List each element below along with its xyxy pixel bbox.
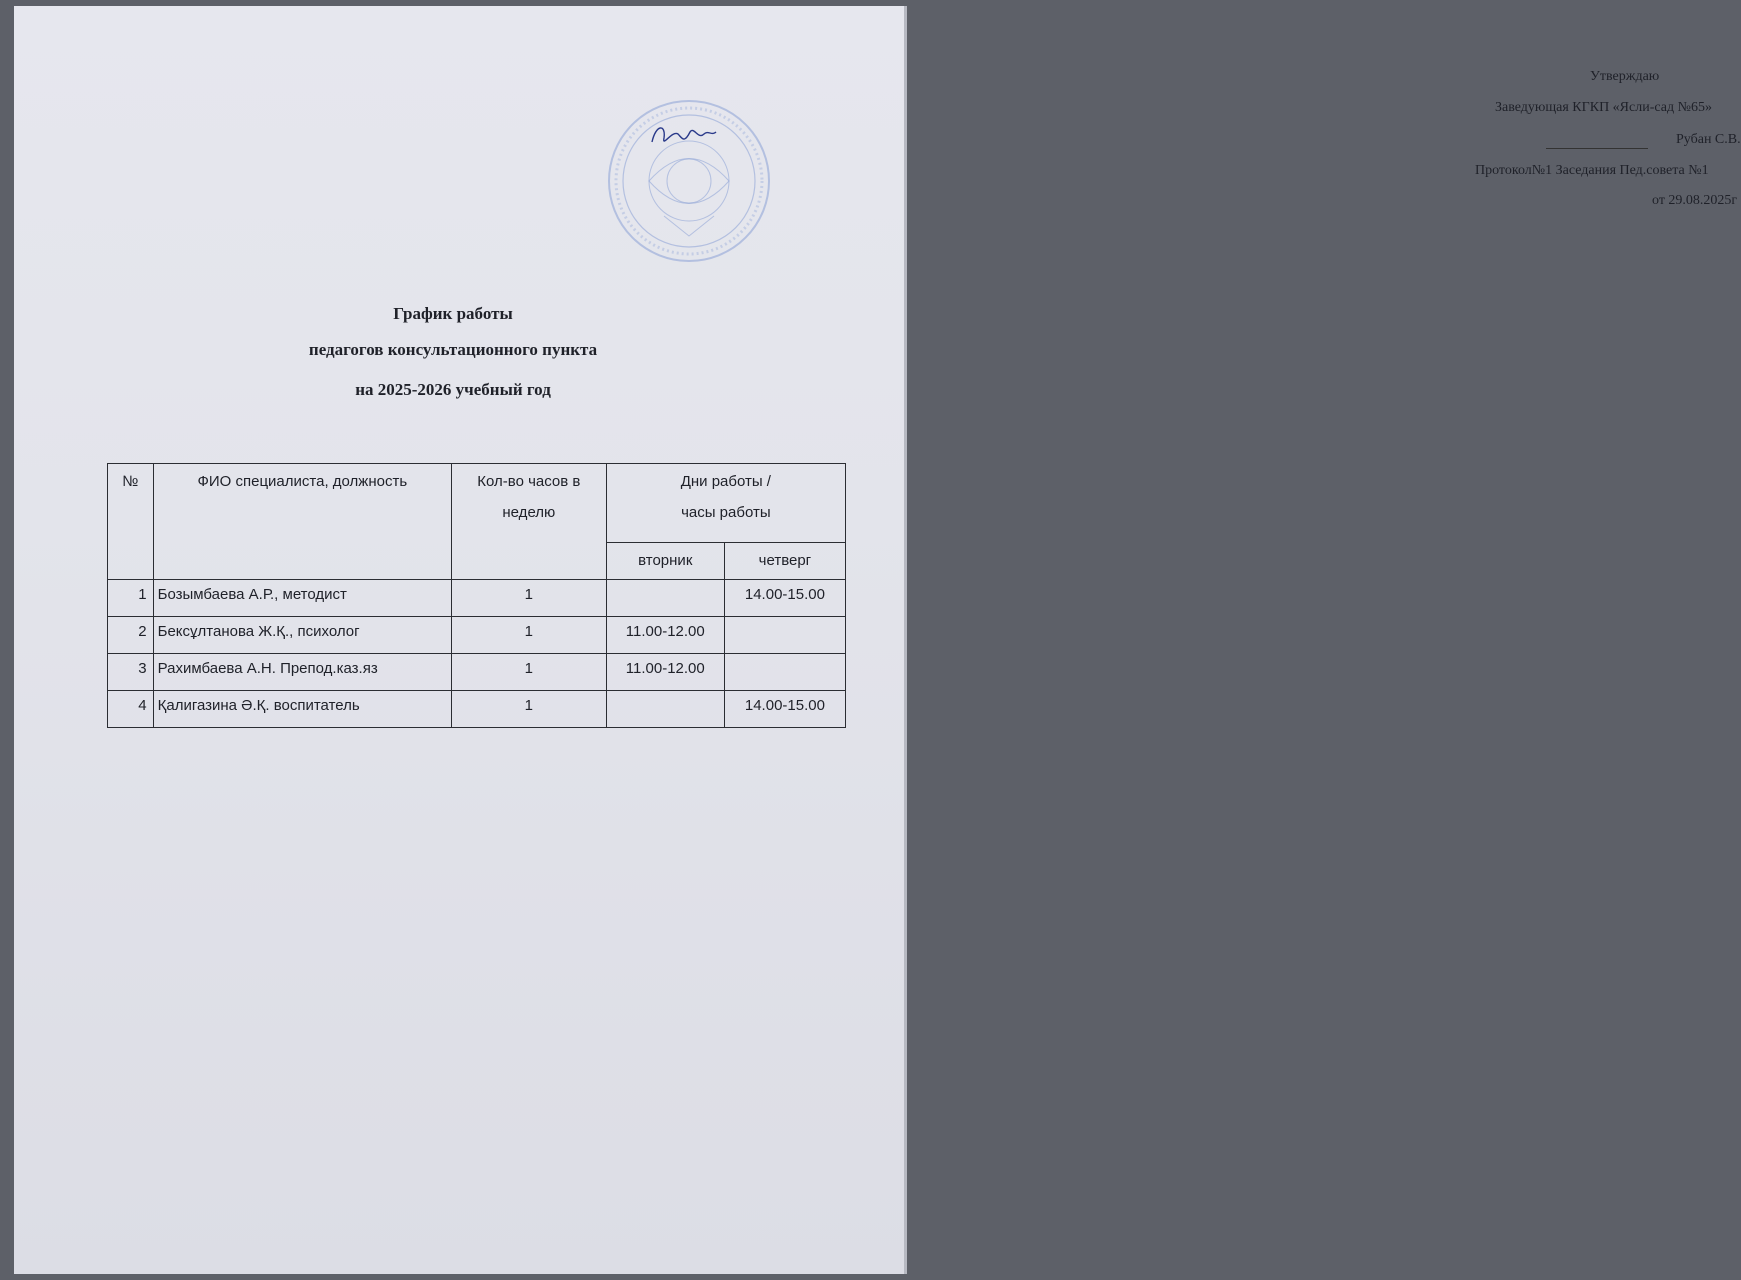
cell-hours: 1: [452, 580, 607, 617]
handwritten-signature: [648, 118, 718, 154]
document-title: График работы: [393, 304, 513, 323]
cell-hours: 1: [452, 691, 607, 728]
cell-tuesday: 11.00-12.00: [606, 617, 724, 654]
cell-name: Бозымбаева А.Р., методист: [153, 580, 451, 617]
cell-thursday: 14.00-15.00: [724, 691, 845, 728]
approval-signatory: Рубан С.В.: [1676, 132, 1741, 147]
approval-heading: Утверждаю: [1590, 69, 1660, 84]
cell-tuesday: [606, 580, 724, 617]
header-hours-line1: Кол-во часов в: [477, 473, 581, 490]
cell-num: 2: [108, 617, 154, 654]
cell-thursday: [724, 654, 845, 691]
approval-position: Заведующая КГКП «Ясли-сад №65»: [1495, 100, 1712, 115]
document-period: на 2025-2026 учебный год: [355, 380, 551, 399]
cell-hours: 1: [452, 617, 607, 654]
header-thursday: четверг: [724, 543, 845, 580]
cell-name: Рахимбаева А.Н. Препод.каз.яз: [153, 654, 451, 691]
approval-date: от 29.08.2025г: [1652, 193, 1738, 208]
document-subtitle: педагогов консультационного пункта: [308, 340, 598, 359]
cell-name: Қалигазина Ә.Қ. воспитатель: [153, 691, 451, 728]
header-hours-line2: неделю: [502, 504, 556, 521]
header-days-line2: часы работы: [681, 504, 771, 521]
cell-hours: 1: [452, 654, 607, 691]
table-row: [108, 691, 846, 728]
header-hours: [452, 464, 607, 580]
cell-name: Бексұлтанова Ж.Қ., психолог: [153, 617, 451, 654]
table-header-row: [108, 464, 846, 543]
schedule-table: [107, 463, 846, 728]
header-days-line1: Дни работы /: [680, 473, 771, 490]
header-name: ФИО специалиста, должность: [153, 464, 451, 580]
cell-tuesday: 11.00-12.00: [606, 654, 724, 691]
cell-num: 4: [108, 691, 154, 728]
cell-tuesday: [606, 691, 724, 728]
cell-thursday: [724, 617, 845, 654]
cell-num: 1: [108, 580, 154, 617]
header-days: [606, 464, 845, 543]
table-row: [108, 580, 846, 617]
approval-protocol: Протокол№1 Заседания Пед.совета №1: [1475, 163, 1709, 178]
header-num: №: [108, 464, 154, 580]
header-tuesday: вторник: [606, 543, 724, 580]
cell-thursday: 14.00-15.00: [724, 580, 845, 617]
signature-line: [1546, 148, 1648, 149]
table-row: [108, 654, 846, 691]
table-row: [108, 617, 846, 654]
cell-num: 3: [108, 654, 154, 691]
